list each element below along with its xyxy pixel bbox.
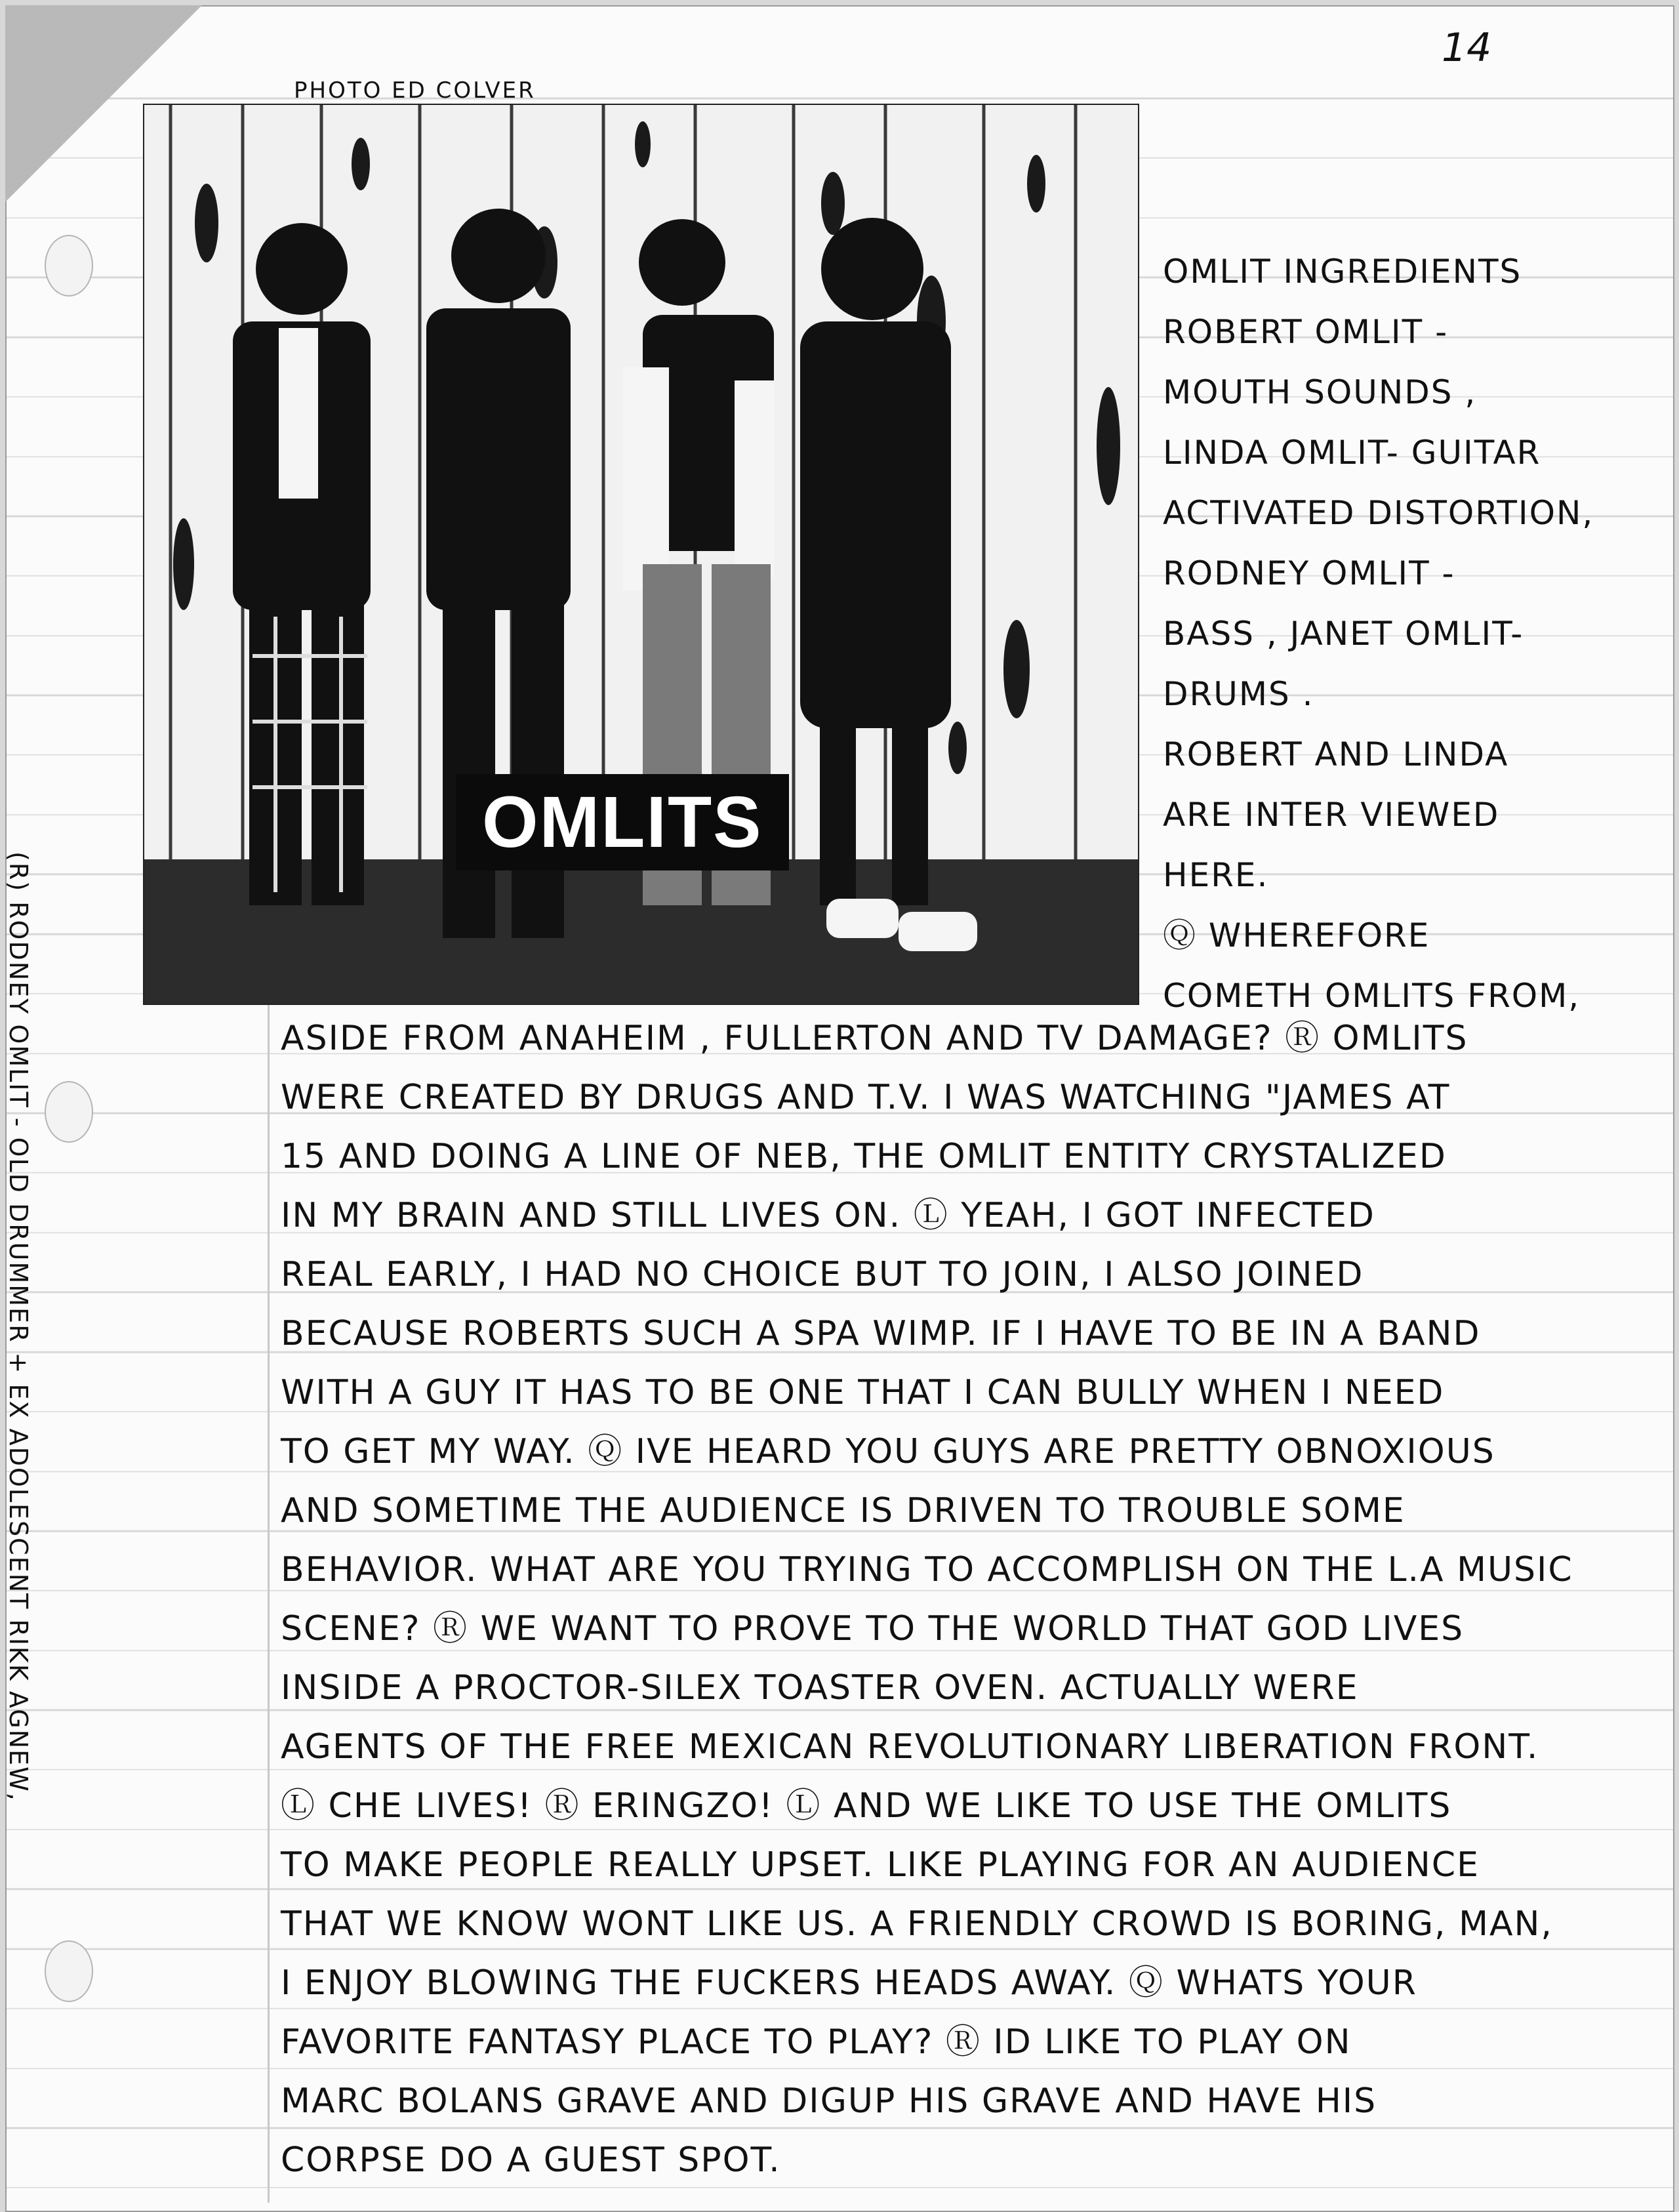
text-line: BASS , JANET OMLIT- [1163,615,1524,653]
photo-title-label: OMLITS [456,774,789,870]
text-line: AND SOMETIME THE AUDIENCE IS DRIVEN TO TROUBLE SOME [281,1491,1406,1530]
text-line: ARE INTER VIEWED [1163,796,1500,834]
binder-hole [45,1081,93,1143]
text-line: TO GET MY WAY. Ⓠ IVE HEARD YOU GUYS ARE PRETTY OBNOXIOUS [281,1432,1495,1471]
text-line: BEHAVIOR. WHAT ARE YOU TRYING TO ACCOMPLISH ON THE L.A MUSIC [281,1550,1573,1589]
text-line: HERE. [1163,856,1269,894]
band-photo [143,104,1139,1005]
text-line: MARC BOLANS GRAVE AND DIGUP HIS GRAVE AND HAVE HIS [281,2081,1377,2121]
text-line: OMLIT INGREDIENTS [1163,253,1522,291]
text-line: MOUTH SOUNDS , [1163,373,1477,411]
text-line: RODNEY OMLIT - [1163,554,1455,592]
band-lineup-text [1163,241,1674,1026]
text-line: BECAUSE ROBERTS SUCH A SPA WIMP. IF I HAVE TO BE IN A BAND [281,1314,1481,1353]
text-line: Ⓛ CHE LIVES! Ⓡ ERINGZO! Ⓛ AND WE LIKE TO USE THE OMLITS [281,1786,1452,1826]
text-line: THAT WE KNOW WONT LIKE US. A FRIENDLY CROWD IS BORING, MAN, [281,1904,1553,1944]
interview-text [281,1009,1658,2190]
side-caption [0,851,45,1802]
page-number: 14 [1442,25,1492,71]
text-line: INSIDE A PROCTOR-SILEX TOASTER OVEN. ACTUALLY WERE [281,1668,1359,1708]
binder-hole [45,235,93,297]
text-line: CORPSE DO A GUEST SPOT. [281,2140,781,2180]
text-line: FAVORITE FANTASY PLACE TO PLAY? Ⓡ ID LIKE TO PLAY ON [281,2022,1352,2062]
notebook-page [5,5,1674,2212]
binder-hole [45,1940,93,2002]
text-line: 15 AND DOING A LINE OF NEB, THE OMLIT ENTITY CRYSTALIZED [281,1137,1447,1176]
text-line: ASIDE FROM ANAHEIM , FULLERTON AND TV DAMAGE? Ⓡ OMLITS [281,1019,1468,1058]
text-line: DRUMS . [1163,675,1314,713]
text-line: WITH A GUY IT HAS TO BE ONE THAT I CAN BULLY WHEN I NEED [281,1373,1445,1412]
text-line: SCENE? Ⓡ WE WANT TO PROVE TO THE WORLD THAT GOD LIVES [281,1609,1465,1649]
text-line: IN MY BRAIN AND STILL LIVES ON. Ⓛ YEAH, I GOT INFECTED [281,1196,1375,1235]
text-line: Ⓠ WHEREFORE [1163,916,1430,954]
text-line: AGENTS OF THE FREE MEXICAN REVOLUTIONARY LIBERATION FRONT. [281,1727,1539,1767]
text-line: COMETH OMLITS FROM, [1163,977,1581,1015]
margin-line [268,989,270,2203]
text-line: ROBERT OMLIT - [1163,313,1449,351]
text-line: I ENJOY BLOWING THE FUCKERS HEADS AWAY. Ⓠ WHATS YOUR [281,1963,1417,2003]
photo-credit: PHOTO ED COLVER [294,77,536,104]
caption-line: (R) RODNEY OMLIT - OLD DRUMMER + EX ADOLESCENT RIKK AGNEW, [4,851,33,1802]
text-line: REAL EARLY, I HAD NO CHOICE BUT TO JOIN, I ALSO JOINED [281,1255,1364,1294]
text-line: WERE CREATED BY DRUGS AND T.V. I WAS WATCHING "JAMES AT [281,1078,1451,1117]
text-line: LINDA OMLIT- GUITAR [1163,434,1541,472]
text-line: ROBERT AND LINDA [1163,735,1509,773]
text-line: ACTIVATED DISTORTION, [1163,494,1594,532]
text-line: TO MAKE PEOPLE REALLY UPSET. LIKE PLAYING FOR AN AUDIENCE [281,1845,1480,1885]
